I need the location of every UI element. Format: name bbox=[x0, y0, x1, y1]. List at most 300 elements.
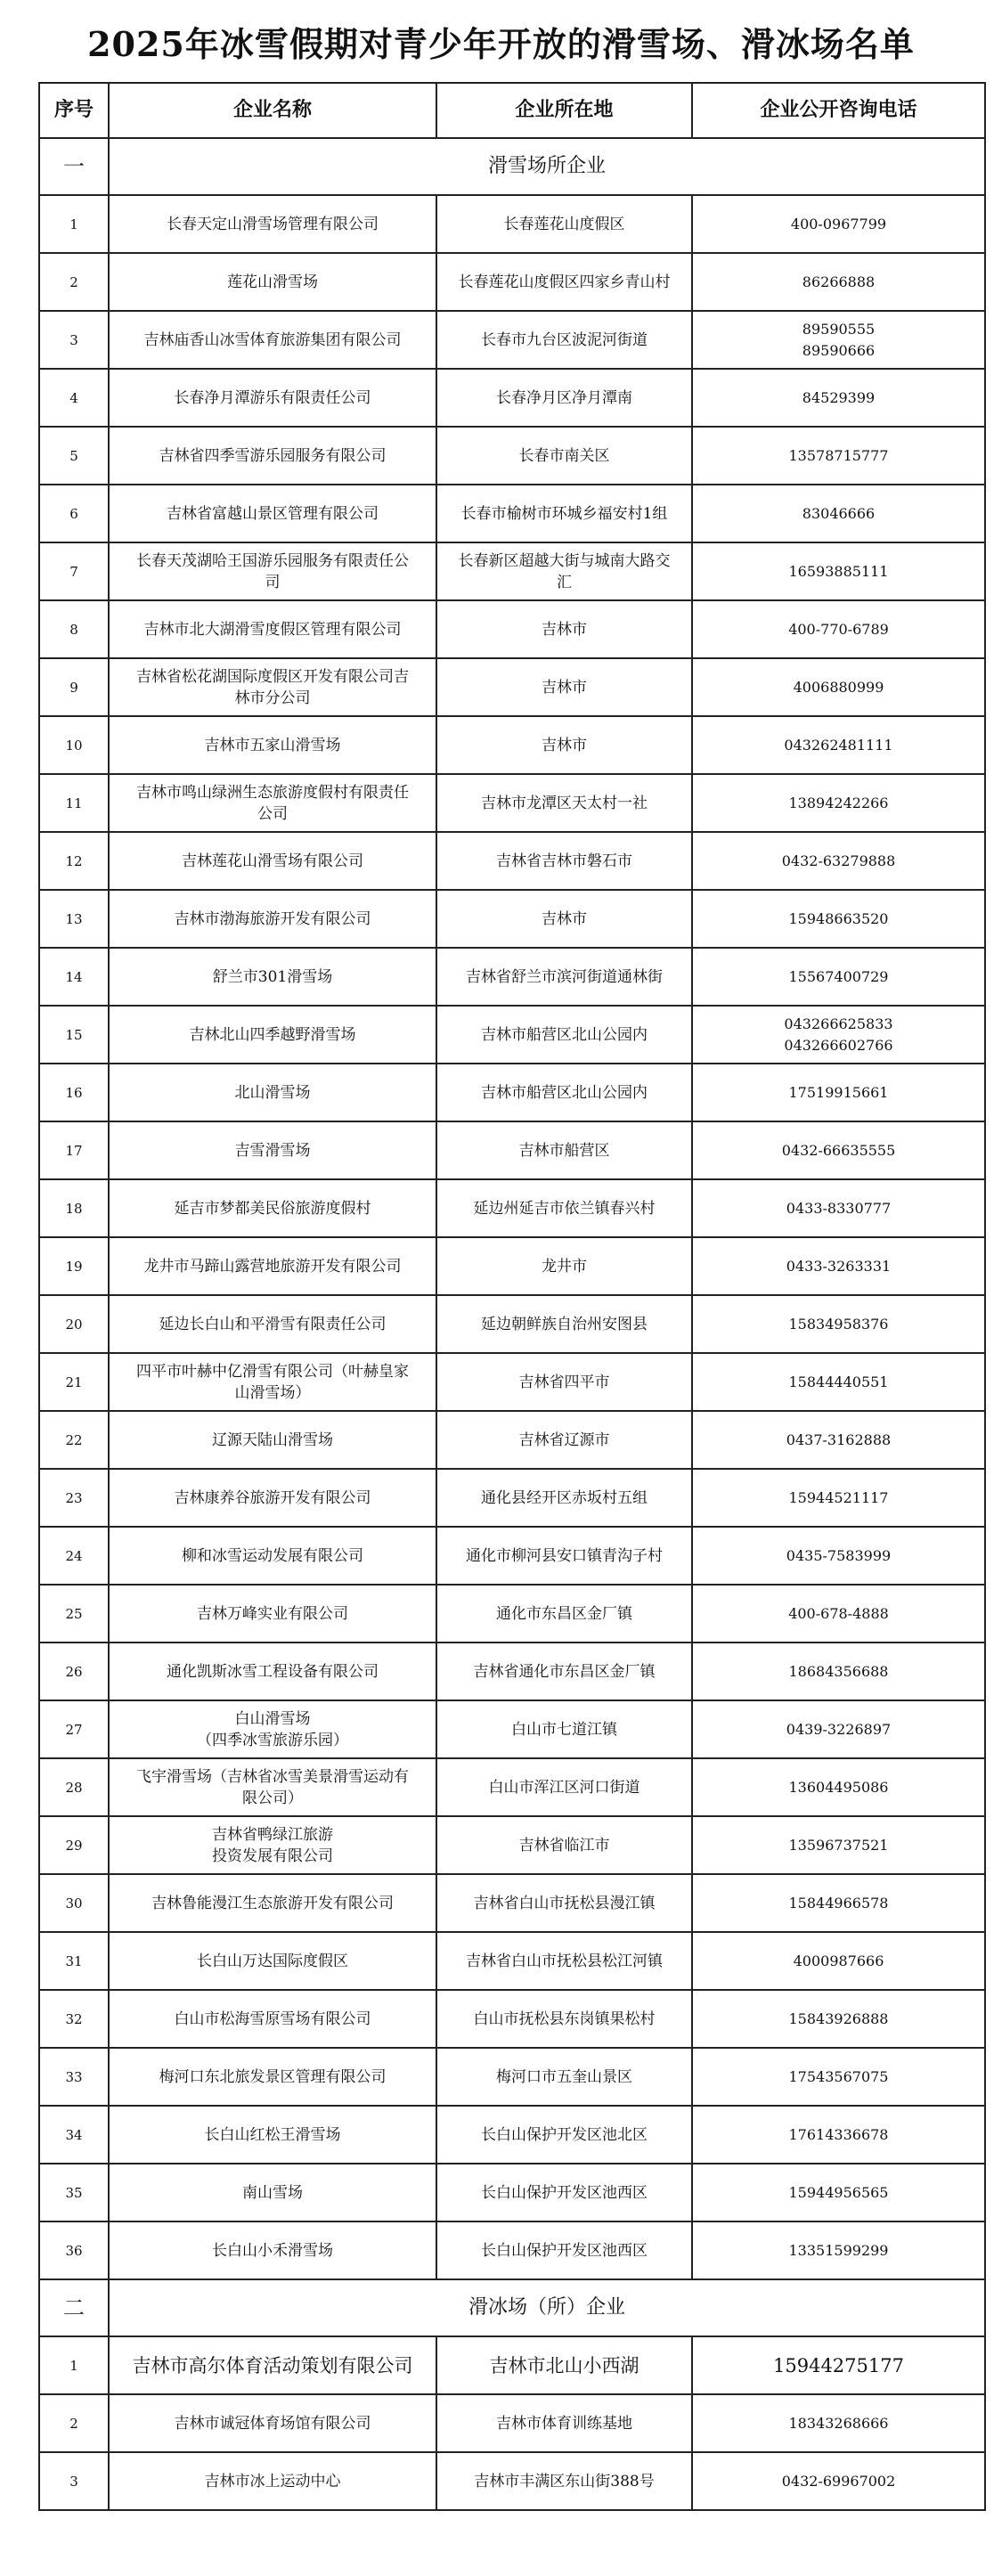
company-phone-line: 0433-3263331 bbox=[786, 1257, 892, 1275]
company-location-line: 吉林省通化市东昌区金厂镇 bbox=[473, 1662, 656, 1681]
row-index: 36 bbox=[39, 2221, 109, 2279]
company-name bbox=[109, 658, 436, 716]
company-location-line: 长白山保护开发区池西区 bbox=[481, 2241, 648, 2260]
company-location bbox=[436, 1353, 692, 1411]
row-index: 27 bbox=[39, 1700, 109, 1758]
row-index: 24 bbox=[39, 1527, 109, 1585]
company-phone bbox=[692, 485, 985, 542]
row-index: 12 bbox=[39, 832, 109, 890]
row-index: 20 bbox=[39, 1295, 109, 1353]
company-name bbox=[109, 2164, 436, 2221]
company-phone-line: 15944956565 bbox=[788, 2183, 889, 2201]
company-phone-line: 13894242266 bbox=[788, 794, 889, 811]
company-location bbox=[436, 1585, 692, 1643]
company-location bbox=[436, 1816, 692, 1874]
row-index: 23 bbox=[39, 1469, 109, 1527]
company-phone bbox=[692, 2106, 985, 2164]
table-header-row bbox=[39, 83, 985, 138]
company-phone bbox=[692, 1295, 985, 1353]
company-phone-line: 400-678-4888 bbox=[788, 1604, 889, 1622]
company-phone bbox=[692, 2452, 985, 2510]
company-name-line: 吉林庙香山冰雪体育旅游集团有限公司 bbox=[143, 330, 402, 349]
company-location-line: 长春市榆树市环城乡福安村1组 bbox=[460, 504, 668, 523]
table-row bbox=[39, 600, 985, 658]
company-name bbox=[109, 948, 436, 1006]
company-name-line: 司 bbox=[265, 573, 281, 591]
row-index: 25 bbox=[39, 1585, 109, 1643]
company-phone bbox=[692, 1237, 985, 1295]
table-row bbox=[39, 2336, 985, 2394]
company-location-line: 白山市七道江镇 bbox=[511, 1720, 617, 1739]
table-row bbox=[39, 948, 985, 1006]
company-phone bbox=[692, 1990, 985, 2048]
company-name bbox=[109, 427, 436, 485]
company-phone bbox=[692, 890, 985, 948]
company-location-line: 吉林市船营区北山公园内 bbox=[481, 1025, 648, 1044]
row-index: 16 bbox=[39, 1064, 109, 1121]
row-index: 11 bbox=[39, 774, 109, 832]
company-location-line: 吉林市 bbox=[542, 736, 587, 754]
company-phone bbox=[692, 1643, 985, 1700]
company-name-line: 长白山万达国际度假区 bbox=[197, 1952, 348, 1970]
row-index: 34 bbox=[39, 2106, 109, 2164]
table-row bbox=[39, 658, 985, 716]
company-phone-line: 0435-7583999 bbox=[786, 1546, 892, 1564]
company-phone bbox=[692, 253, 985, 311]
company-name-line: 舒兰市301滑雪场 bbox=[212, 967, 333, 986]
company-location-line: 白山市浑江区河口街道 bbox=[488, 1778, 640, 1797]
company-name-line: 飞宇滑雪场（吉林省冰雪美景滑雪运动有 bbox=[136, 1767, 409, 1786]
table-row bbox=[39, 1758, 985, 1816]
company-name-line: 吉林省松花湖国际度假区开发有限公司吉 bbox=[136, 667, 409, 686]
company-name bbox=[109, 1006, 436, 1064]
company-phone bbox=[692, 1700, 985, 1758]
company-name-line: 长春天茂湖哈王国游乐园服务有限责任公 bbox=[136, 551, 409, 570]
company-name-line: 山滑雪场） bbox=[234, 1383, 311, 1402]
company-name bbox=[109, 1643, 436, 1700]
table-row bbox=[39, 1353, 985, 1411]
company-phone-line: 15567400729 bbox=[788, 967, 889, 985]
company-location-line: 长白山保护开发区池西区 bbox=[481, 2183, 648, 2202]
company-location-line: 通化市柳河县安口镇青沟子村 bbox=[466, 1546, 663, 1565]
row-index: 19 bbox=[39, 1237, 109, 1295]
table-row bbox=[39, 1179, 985, 1237]
table-row bbox=[39, 485, 985, 542]
company-phone bbox=[692, 195, 985, 253]
company-phone-line: 0433-8330777 bbox=[786, 1199, 892, 1217]
company-location bbox=[436, 1758, 692, 1816]
table-row bbox=[39, 774, 985, 832]
company-phone bbox=[692, 2394, 985, 2452]
company-name bbox=[109, 1121, 436, 1179]
company-name-line: 四平市叶赫中亿滑雪有限公司（叶赫皇家 bbox=[136, 1362, 409, 1381]
company-phone-line: 16593885111 bbox=[788, 562, 889, 580]
table-row bbox=[39, 1643, 985, 1700]
company-phone-line: 15944275177 bbox=[773, 2354, 904, 2376]
company-name-line: 长白山红松王滑雪场 bbox=[204, 2125, 341, 2144]
company-name bbox=[109, 1585, 436, 1643]
company-name bbox=[109, 716, 436, 774]
company-name bbox=[109, 774, 436, 832]
company-location-line: 长春市南关区 bbox=[518, 446, 610, 465]
company-location-line: 通化市东昌区金厂镇 bbox=[496, 1604, 632, 1623]
company-phone-line: 15843926888 bbox=[788, 2009, 889, 2027]
company-phone-line: 15944521117 bbox=[788, 1488, 889, 1506]
company-phone-line: 043266625833 bbox=[784, 1015, 893, 1032]
company-location-line: 吉林省舒兰市滨河街道通林街 bbox=[466, 967, 663, 986]
company-phone-line: 18343268666 bbox=[788, 2414, 889, 2432]
row-index: 18 bbox=[39, 1179, 109, 1237]
company-location bbox=[436, 2164, 692, 2221]
table-row bbox=[39, 195, 985, 253]
company-name bbox=[109, 253, 436, 311]
company-name bbox=[109, 832, 436, 890]
company-phone-line: 84529399 bbox=[802, 388, 876, 406]
company-name-line: 吉林市冰上运动中心 bbox=[204, 2472, 341, 2490]
company-location bbox=[436, 1064, 692, 1121]
company-location bbox=[436, 1006, 692, 1064]
company-name-line: 北山滑雪场 bbox=[234, 1083, 311, 1102]
company-phone bbox=[692, 1411, 985, 1469]
table-row bbox=[39, 890, 985, 948]
company-phone-line: 0437-3162888 bbox=[786, 1431, 892, 1448]
company-phone-line: 18684356688 bbox=[788, 1662, 889, 1680]
section-title: 滑雪场所企业 bbox=[109, 138, 985, 195]
row-index: 13 bbox=[39, 890, 109, 948]
company-phone-line: 15834958376 bbox=[788, 1315, 889, 1333]
company-location bbox=[436, 774, 692, 832]
company-location-line: 吉林市船营区北山公园内 bbox=[481, 1083, 648, 1102]
company-name-line: 长白山小禾滑雪场 bbox=[212, 2241, 333, 2260]
section-index: 一 bbox=[39, 138, 109, 195]
company-phone bbox=[692, 1932, 985, 1990]
company-phone bbox=[692, 1527, 985, 1585]
company-name-line: 白山市松海雪原雪场有限公司 bbox=[174, 2009, 371, 2028]
table-row bbox=[39, 2106, 985, 2164]
table-row bbox=[39, 1411, 985, 1469]
company-name-line: 林市分公司 bbox=[234, 689, 311, 707]
company-phone-line: 15844440551 bbox=[788, 1373, 889, 1390]
row-index: 1 bbox=[39, 195, 109, 253]
company-location bbox=[436, 427, 692, 485]
company-name bbox=[109, 1179, 436, 1237]
company-phone bbox=[692, 1353, 985, 1411]
company-name-line: 吉林市五家山滑雪场 bbox=[204, 736, 341, 754]
header-name: 企业名称 bbox=[109, 83, 436, 138]
company-location-line: 吉林省辽源市 bbox=[518, 1431, 610, 1449]
company-name-line: 吉林鲁能漫江生态旅游开发有限公司 bbox=[151, 1894, 394, 1912]
company-location-line: 长春莲花山度假区 bbox=[503, 215, 625, 233]
company-location-line: 吉林市丰满区东山街388号 bbox=[474, 2472, 655, 2490]
company-name bbox=[109, 890, 436, 948]
company-phone bbox=[692, 948, 985, 1006]
table-row bbox=[39, 253, 985, 311]
company-name-line: 长春净月潭游乐有限责任公司 bbox=[174, 388, 371, 407]
row-index: 31 bbox=[39, 1932, 109, 1990]
company-name bbox=[109, 2452, 436, 2510]
company-location bbox=[436, 890, 692, 948]
company-name bbox=[109, 311, 436, 369]
company-location bbox=[436, 1469, 692, 1527]
table-row bbox=[39, 2394, 985, 2452]
row-index: 9 bbox=[39, 658, 109, 716]
row-index: 35 bbox=[39, 2164, 109, 2221]
company-phone-line: 17614336678 bbox=[788, 2125, 889, 2143]
row-index: 14 bbox=[39, 948, 109, 1006]
company-location bbox=[436, 1932, 692, 1990]
company-name-line: 吉林市高尔体育活动策划有限公司 bbox=[132, 2354, 413, 2376]
company-phone bbox=[692, 1064, 985, 1121]
company-phone bbox=[692, 774, 985, 832]
company-location bbox=[436, 1527, 692, 1585]
company-phone-line: 83046666 bbox=[802, 504, 876, 522]
row-index: 4 bbox=[39, 369, 109, 427]
company-phone-line: 13596737521 bbox=[788, 1836, 889, 1854]
company-phone bbox=[692, 1179, 985, 1237]
company-name-line: 柳和冰雪运动发展有限公司 bbox=[182, 1546, 363, 1565]
row-index: 7 bbox=[39, 542, 109, 600]
table-row bbox=[39, 2452, 985, 2510]
company-name-line: 投资发展有限公司 bbox=[212, 1846, 333, 1865]
table-row bbox=[39, 427, 985, 485]
company-phone-line: 17543567075 bbox=[788, 2067, 889, 2085]
company-name bbox=[109, 1932, 436, 1990]
skating-venue-table bbox=[38, 82, 986, 2511]
section-title: 滑冰场（所）企业 bbox=[109, 2279, 985, 2336]
row-index: 2 bbox=[39, 253, 109, 311]
row-index: 1 bbox=[39, 2336, 109, 2394]
company-phone bbox=[692, 716, 985, 774]
company-location-line: 长春新区超越大街与城南大路交 bbox=[458, 551, 671, 570]
company-location bbox=[436, 658, 692, 716]
company-name bbox=[109, 1816, 436, 1874]
company-location-line: 龙井市 bbox=[542, 1257, 587, 1276]
company-phone-line: 0439-3226897 bbox=[786, 1720, 892, 1738]
company-location-line: 吉林省吉林市磐石市 bbox=[496, 852, 632, 870]
row-index: 32 bbox=[39, 1990, 109, 2048]
company-phone bbox=[692, 2336, 985, 2394]
company-location bbox=[436, 1179, 692, 1237]
table-row bbox=[39, 1237, 985, 1295]
company-name bbox=[109, 600, 436, 658]
company-location bbox=[436, 369, 692, 427]
header-location: 企业所在地 bbox=[436, 83, 692, 138]
company-location bbox=[436, 1237, 692, 1295]
company-location bbox=[436, 1990, 692, 2048]
row-index: 8 bbox=[39, 600, 109, 658]
row-index: 6 bbox=[39, 485, 109, 542]
row-index: 21 bbox=[39, 1353, 109, 1411]
company-phone-line: 400-0967799 bbox=[790, 215, 887, 232]
company-location-line: 长白山保护开发区池北区 bbox=[481, 2125, 648, 2144]
company-location bbox=[436, 485, 692, 542]
company-location-line: 梅河口市五奎山景区 bbox=[496, 2067, 632, 2086]
company-phone bbox=[692, 542, 985, 600]
company-phone bbox=[692, 832, 985, 890]
table-row bbox=[39, 1064, 985, 1121]
company-phone-line: 15844966578 bbox=[788, 1894, 889, 1912]
company-name-line: 吉林市渤海旅游开发有限公司 bbox=[174, 909, 371, 928]
company-location bbox=[436, 253, 692, 311]
row-index: 26 bbox=[39, 1643, 109, 1700]
company-location-line: 吉林市 bbox=[542, 620, 587, 639]
company-phone bbox=[692, 369, 985, 427]
company-location bbox=[436, 195, 692, 253]
company-name bbox=[109, 1237, 436, 1295]
company-phone-line: 0432-63279888 bbox=[781, 852, 896, 869]
header-index: 序号 bbox=[39, 83, 109, 138]
company-location-line: 吉林市北山小西湖 bbox=[489, 2354, 639, 2376]
company-name bbox=[109, 485, 436, 542]
company-location-line: 吉林省临江市 bbox=[518, 1836, 610, 1855]
company-location bbox=[436, 311, 692, 369]
company-name-line: 白山滑雪场 bbox=[234, 1709, 311, 1728]
company-location-line: 吉林省白山市抚松县漫江镇 bbox=[473, 1894, 656, 1912]
row-index: 33 bbox=[39, 2048, 109, 2106]
company-phone-line: 4000987666 bbox=[793, 1952, 884, 1969]
company-name bbox=[109, 1990, 436, 2048]
company-phone-line: 89590666 bbox=[802, 341, 876, 359]
company-location bbox=[436, 2221, 692, 2279]
company-phone bbox=[692, 658, 985, 716]
company-name-line: 长春天定山滑雪场管理有限公司 bbox=[167, 215, 379, 233]
row-index: 5 bbox=[39, 427, 109, 485]
company-location bbox=[436, 1295, 692, 1353]
table-row bbox=[39, 311, 985, 369]
company-location-line: 吉林市体育训练基地 bbox=[496, 2414, 632, 2433]
company-name bbox=[109, 195, 436, 253]
section-index: 二 bbox=[39, 2279, 109, 2336]
company-location-line: 吉林市 bbox=[542, 678, 587, 697]
company-name-line: 吉林省鸭绿江旅游 bbox=[212, 1825, 333, 1844]
company-location-line: 吉林市船营区 bbox=[518, 1141, 610, 1160]
company-name-line: 吉林万峰实业有限公司 bbox=[197, 1604, 348, 1623]
table-body bbox=[39, 138, 985, 2510]
row-index: 10 bbox=[39, 716, 109, 774]
row-index: 29 bbox=[39, 1816, 109, 1874]
company-name bbox=[109, 1469, 436, 1527]
company-phone-line: 0432-66635555 bbox=[781, 1141, 896, 1159]
company-phone-line: 400-770-6789 bbox=[788, 620, 889, 638]
company-location-line: 长春市九台区波泥河街道 bbox=[481, 330, 648, 349]
company-name-line: 通化凯斯冰雪工程设备有限公司 bbox=[167, 1662, 379, 1681]
company-name bbox=[109, 369, 436, 427]
company-name-line: 吉林康养谷旅游开发有限公司 bbox=[174, 1488, 371, 1507]
company-location bbox=[436, 1411, 692, 1469]
company-location-line: 吉林市龙潭区天太村一社 bbox=[481, 794, 648, 812]
company-location-line: 延边州延吉市依兰镇春兴村 bbox=[473, 1199, 656, 1218]
section-header-row bbox=[39, 2279, 985, 2336]
company-location bbox=[436, 1700, 692, 1758]
company-location bbox=[436, 1121, 692, 1179]
table-row bbox=[39, 2164, 985, 2221]
row-index: 3 bbox=[39, 311, 109, 369]
table-row bbox=[39, 1700, 985, 1758]
company-phone bbox=[692, 1121, 985, 1179]
row-index: 22 bbox=[39, 1411, 109, 1469]
table-row bbox=[39, 1121, 985, 1179]
company-location bbox=[436, 948, 692, 1006]
header-phone: 企业公开咨询电话 bbox=[692, 83, 985, 138]
table-row bbox=[39, 2048, 985, 2106]
company-location-line: 汇 bbox=[557, 573, 572, 591]
company-name-line: 吉林省四季雪游乐园服务有限公司 bbox=[159, 446, 387, 465]
company-name bbox=[109, 542, 436, 600]
company-location bbox=[436, 2106, 692, 2164]
company-phone bbox=[692, 1874, 985, 1932]
table-row bbox=[39, 1585, 985, 1643]
company-phone-line: 13604495086 bbox=[788, 1778, 889, 1796]
company-phone-line: 86266888 bbox=[802, 273, 876, 290]
company-name bbox=[109, 1758, 436, 1816]
company-name-line: 吉林省富越山景区管理有限公司 bbox=[167, 504, 379, 523]
company-name-line: 辽源天陆山滑雪场 bbox=[212, 1431, 333, 1449]
row-index: 2 bbox=[39, 2394, 109, 2452]
company-name bbox=[109, 1064, 436, 1121]
company-location bbox=[436, 2394, 692, 2452]
table-row bbox=[39, 832, 985, 890]
company-name bbox=[109, 1295, 436, 1353]
page-title: 2025年冰雪假期对青少年开放的滑雪场、滑冰场名单 bbox=[87, 24, 915, 64]
company-phone-line: 0432-69967002 bbox=[781, 2472, 896, 2490]
company-location-line: 长春莲花山度假区四家乡青山村 bbox=[458, 273, 671, 291]
company-name bbox=[109, 1411, 436, 1469]
company-location-line: 延边朝鲜族自治州安图县 bbox=[481, 1315, 648, 1333]
table-row bbox=[39, 369, 985, 427]
company-location bbox=[436, 2452, 692, 2510]
company-name bbox=[109, 2106, 436, 2164]
company-name-line: 延吉市梦都美民俗旅游度假村 bbox=[174, 1199, 371, 1218]
company-phone bbox=[692, 1816, 985, 1874]
company-name-line: （四季冰雪旅游乐园） bbox=[197, 1731, 348, 1749]
company-name-line: 吉林市诚冠体育场馆有限公司 bbox=[174, 2414, 371, 2433]
company-phone-line: 043262481111 bbox=[784, 736, 893, 754]
company-name-line: 莲花山滑雪场 bbox=[227, 273, 318, 291]
table-row bbox=[39, 1006, 985, 1064]
company-location bbox=[436, 1874, 692, 1932]
company-location bbox=[436, 600, 692, 658]
company-location-line: 通化县经开区赤坂村五组 bbox=[481, 1488, 648, 1507]
company-phone bbox=[692, 2164, 985, 2221]
company-name bbox=[109, 2221, 436, 2279]
table-row bbox=[39, 1874, 985, 1932]
table-row bbox=[39, 716, 985, 774]
company-name bbox=[109, 1700, 436, 1758]
company-phone bbox=[692, 1585, 985, 1643]
table-row bbox=[39, 1990, 985, 2048]
company-location bbox=[436, 2048, 692, 2106]
company-phone-line: 4006880999 bbox=[793, 678, 884, 696]
row-index: 15 bbox=[39, 1006, 109, 1064]
company-location bbox=[436, 1643, 692, 1700]
company-name-line: 吉林市北大湖滑雪度假区管理有限公司 bbox=[143, 620, 402, 639]
company-phone-line: 043266602766 bbox=[784, 1036, 893, 1054]
company-phone bbox=[692, 1469, 985, 1527]
company-location bbox=[436, 716, 692, 774]
table-row bbox=[39, 1816, 985, 1874]
company-phone bbox=[692, 311, 985, 369]
company-location bbox=[436, 542, 692, 600]
company-location-line: 吉林市 bbox=[542, 909, 587, 928]
company-name-line: 限公司） bbox=[242, 1789, 303, 1807]
company-location-line: 长春净月区净月潭南 bbox=[496, 388, 632, 407]
company-name bbox=[109, 2048, 436, 2106]
company-name-line: 公司 bbox=[257, 804, 288, 823]
company-phone bbox=[692, 2048, 985, 2106]
company-name bbox=[109, 1353, 436, 1411]
company-name-line: 龙井市马蹄山露营地旅游开发有限公司 bbox=[143, 1257, 402, 1276]
company-location-line: 吉林省四平市 bbox=[518, 1373, 610, 1391]
